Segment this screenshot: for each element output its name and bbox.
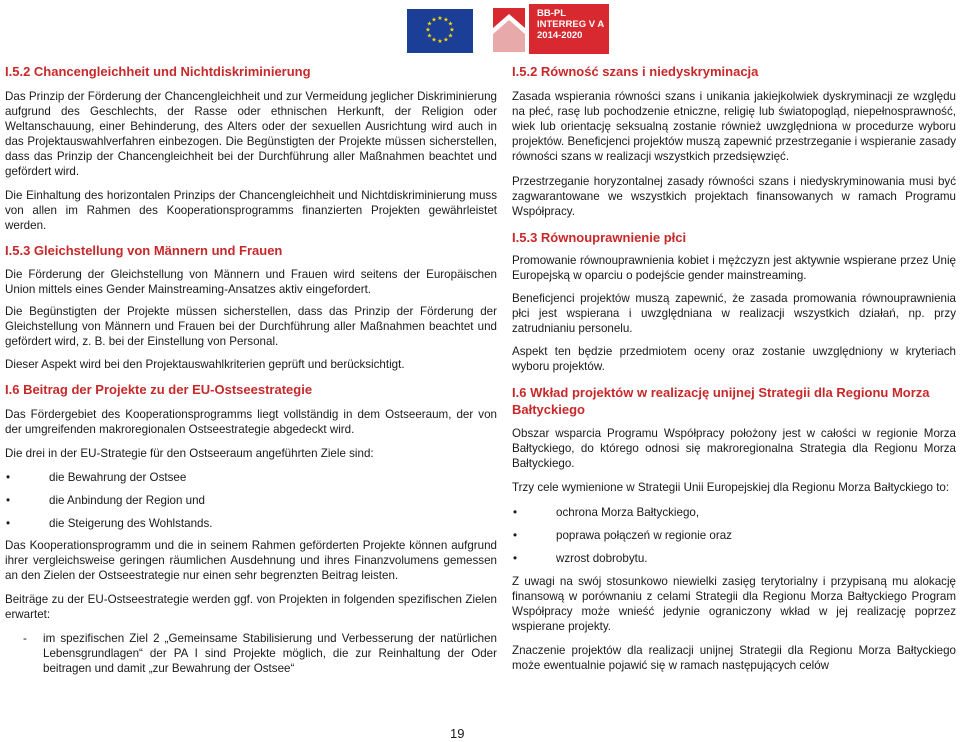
paragraph: Beneficjenci projektów muszą zapewnić, że zasada promowania równouprawnienia płci jest wspierana i uwzględniana w realizacji wszystkich działań, np. przy zatrudnianiu personelu.	[512, 292, 956, 335]
dash-list-item	[5, 631, 497, 676]
paragraph: Die Förderung der Gleichstellung von Männern und Frauen wird seitens der Europäischen Union mittels eines Gender Mainstreaming-Ansatzes aktiv eingefordert.	[5, 268, 497, 296]
paragraph: Das Fördergebiet des Kooperationsprogramms liegt vollständig in dem Ostseeraum, der von der umgreifenden makroregionalen Ostseestrategie abgedeckt wird.	[5, 408, 497, 436]
program-logo	[489, 4, 609, 56]
section-heading: I.5.3 Gleichstellung von Männern und Frauen	[5, 243, 283, 258]
list-item: • ochrona Morza Bałtyckiego,	[512, 505, 956, 520]
paragraph: Z uwagi na swój stosunkowo niewielki zasięg terytorialny i przypisaną mu alokację finansową w porównaniu z celami Strategii dla Regionu Morza Bałtyckiego Program Współpracy może wnieść jedynie ograniczony wkład w jej realizację poprzez wspierane projekty.	[512, 575, 956, 633]
list-item: • die Bewahrung der Ostsee	[5, 470, 497, 485]
list-item: • die Steigerung des Wohlstands.	[5, 516, 497, 531]
list-item: • die Anbindung der Region und	[5, 493, 497, 508]
svg-text:★: ★	[426, 32, 433, 40]
paragraph: Zasada wspierania równości szans i unikania jakiejkolwiek dyskryminacji ze względu na płeć, rasę lub pochodzenie etniczne, religię lub światopogląd, niepełnosprawność, wiek lub orientację seksualną zostanie również uwzględniona w procedurze wyboru projektów. Beneficjenci projektów muszą zapewnić przestrzeganie i wspieranie zasady równości szans w realizacji wszystkich przedsięwzięć.	[512, 90, 956, 163]
logo-mark-icon	[489, 4, 529, 56]
german-column	[5, 63, 497, 676]
paragraph: Das Prinzip der Förderung der Chancengleichheit und zur Vermeidung jeglicher Diskriminierung aufgrund des Geschlechts, der Rasse oder ethnischen Herkunft, der Religion oder Weltanschauung, einer Behinderung, des Alters oder der sexuellen Ausrichtung wird auch in das Projektauswahlverfahren einbezogen. Die Begünstigten der Projekte müssen sicherstellen, dass das Prinzip der Chancengleichheit bei der Durchführung aller Maßnahmen beachtet und gefördert wird.	[5, 90, 497, 178]
paragraph: Znaczenie projektów dla realizacji unijnej Strategii dla Regionu Morza Bałtyckiego może ewentualnie pojawić się w ramach następujących celów	[512, 644, 956, 672]
svg-text:★: ★	[437, 38, 443, 45]
list-item: • poprawa połączeń w regionie oraz	[512, 528, 956, 543]
dash-marker: -	[23, 632, 27, 645]
logo-line: BB-PL	[537, 8, 567, 19]
svg-text:★: ★	[443, 16, 449, 24]
section-heading: I.6 Beitrag der Projekte zu der EU-Ostseestrategie	[5, 382, 313, 397]
logo-line: 2014-2020	[537, 30, 583, 41]
svg-text:★: ★	[447, 32, 454, 40]
svg-text:★: ★	[425, 26, 431, 34]
paragraph: Trzy cele wymienione w Strategii Unii Europejskiej dla Regionu Morza Bałtyckiego to:	[512, 481, 950, 494]
goal-list	[512, 505, 956, 566]
svg-text:★: ★	[437, 15, 443, 22]
section-heading: I.5.2 Chancengleichheit und Nichtdiskriminierung	[5, 64, 311, 79]
section-heading: I.5.3 Równouprawnienie płci	[512, 230, 687, 245]
goal-list	[5, 470, 497, 531]
eu-flag-icon	[407, 9, 473, 53]
paragraph: Die drei in der EU-Strategie für den Ostseeraum angeführten Ziele sind:	[5, 447, 374, 460]
dash-item-text: im spezifischen Ziel 2 „Gemeinsame Stabilisierung und Verbesserung der natürlichen Lebensgrundlagen“ der PA I sind Projekte möglich, die zur Reinhaltung der Oder beitragen und damit „zur Bewahrung der Ostsee“	[43, 632, 497, 675]
svg-text:★: ★	[447, 20, 454, 28]
paragraph: Obszar wsparcia Programu Współpracy położony jest w całości w regionie Morza Bałtyckiego, do którego odnosi się makroregionalna Strategia dla Regionu Morza Bałtyckiego.	[512, 427, 956, 470]
page-number: 19	[450, 726, 465, 741]
paragraph: Dieser Aspekt wird bei den Projektauswahlkriterien geprüft und berücksichtigt.	[5, 358, 405, 371]
paragraph: Promowanie równouprawnienia kobiet i mężczyzn jest aktywnie wspierane przez Unię Europejską w oparciu o podejście gender mainstreaming.	[512, 254, 956, 282]
paragraph: Aspekt ten będzie przedmiotem oceny oraz zostanie uwzględniony w kryteriach wyboru projektów.	[512, 345, 956, 373]
svg-text:★: ★	[431, 16, 437, 24]
svg-text:★: ★	[431, 36, 437, 44]
svg-text:★: ★	[449, 26, 455, 34]
logo-text-box	[529, 4, 609, 54]
section-heading: I.5.2 Równość szans i niedyskryminacja	[512, 64, 759, 79]
paragraph: Das Kooperationsprogramm und die in seinem Rahmen geförderten Projekte können aufgrund ihrer vergleichsweise geringen räumlichen Ausdehnung und ihres Finanzvolumens gemessen an den Zielen der Ostseestrategie nur einen sehr begrenzten Beitrag leisten.	[5, 539, 497, 582]
svg-text:★: ★	[426, 20, 433, 28]
polish-column	[512, 63, 956, 673]
paragraph: Przestrzeganie horyzontalnej zasady równości szans i niedyskryminowania musi być zagwarantowane we wszystkich projektach finansowanych w ramach Programu Współpracy.	[512, 175, 956, 218]
paragraph: Die Einhaltung des horizontalen Prinzips der Chancengleichheit und Nichtdiskriminierung muss von allen im Rahmen des Kooperationsprogramms finanzierten Projekten gewährleistet werden.	[5, 189, 497, 232]
paragraph: Die Begünstigten der Projekte müssen sicherstellen, dass das Prinzip der Förderung der Gleichstellung von Männern und Frauen bei der Durchführung aller Maßnahmen beachtet und gefördert wird, z. B. bei der Einstellung von Personal.	[5, 305, 497, 348]
svg-text:★: ★	[443, 36, 449, 44]
list-item: • wzrost dobrobytu.	[512, 551, 956, 566]
paragraph: Beiträge zu der EU-Ostseestrategie werden ggf. von Projekten in folgenden spezifischen Zielen erwartet:	[5, 593, 497, 621]
section-heading: I.6 Wkład projektów w realizację unijnej Strategii dla Regionu Morza Bałtyckiego	[512, 385, 930, 417]
logo-line: INTERREG V A	[537, 19, 605, 30]
header	[0, 0, 960, 58]
